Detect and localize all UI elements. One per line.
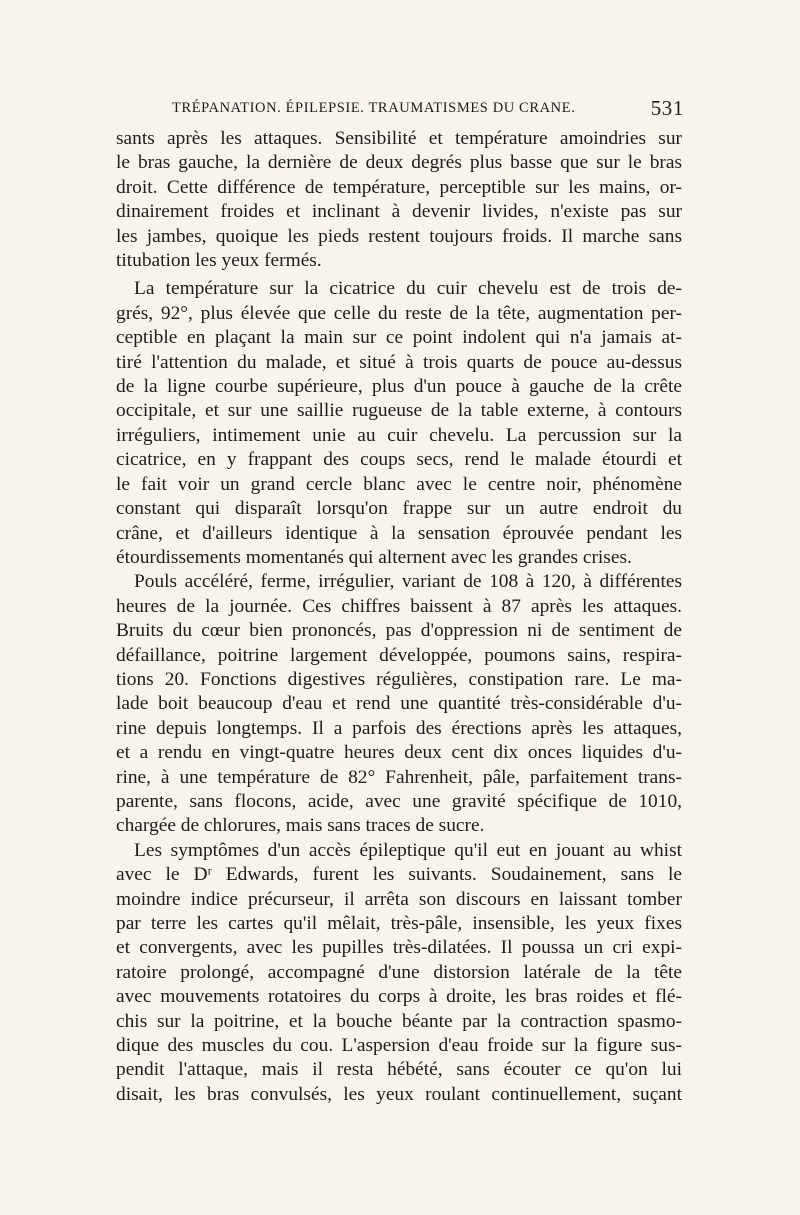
text-line: chargée de chlorures, mais sans traces de sucre. — [116, 815, 485, 837]
text-line: moindre indice précurseur, il arrêta son discours en laissant tomber — [116, 888, 682, 910]
text-line: sants après les attaques. Sensibilité et température amoindries sur — [116, 128, 682, 149]
text-line: les jambes, quoique les pieds restent toujours froids. Il marche sans — [116, 225, 682, 247]
text-line: ceptible en plaçant la main sur ce point indolent qui n'a jamais at- — [116, 327, 682, 349]
text-line: parente, sans flocons, acide, avec une gravité spécifique de 1010, — [116, 790, 682, 812]
text-line: cicatrice, en y frappant des coups secs, rend le malade étourdi et — [116, 449, 682, 471]
paragraph-1 — [116, 127, 682, 273]
text-line: titubation les yeux fermés. — [116, 250, 322, 272]
text-line: dique des muscles du cou. L'aspersion d'eau froide sur la figure sus- — [116, 1035, 682, 1057]
text-line: étourdissements momentanés qui alternent avec les grandes crises. — [116, 546, 632, 568]
text-line: La température sur la cicatrice du cuir chevelu est de trois de- — [134, 278, 682, 300]
text-line: Les symptômes d'un accès épileptique qu'il eut en jouant au whist — [134, 839, 682, 861]
text-line: heures de la journée. Ces chiffres baissent à 87 après les attaques. — [116, 595, 682, 617]
text-line: disait, les bras convulsés, les yeux roulant continuellement, suçant — [116, 1083, 682, 1105]
text-line: grés, 92°, plus élevée que celle du reste de la tête, augmentation per- — [116, 302, 682, 324]
running-title: TRÉPANATION. ÉPILEPSIE. TRAUMATISMES DU CRANE. — [172, 100, 576, 116]
text-line: avec le Dʳ Edwards, furent les suivants. Soudainement, sans le — [116, 864, 682, 886]
text-line: tiré l'attention du malade, et situé à trois quarts de pouce au-dessus — [116, 351, 682, 373]
text-line: le bras gauche, la dernière de deux degrés plus basse que sur le bras — [116, 152, 682, 174]
text-line: crâne, et d'ailleurs identique à la sensation éprouvée pendant les — [116, 522, 682, 544]
text-line: Bruits du cœur bien prononcés, pas d'oppression ni de sentiment de — [116, 620, 682, 642]
text-line: dinairement froides et inclinant à devenir livides, n'existe pas sur — [116, 201, 682, 223]
text-line: et convergents, avec les pupilles très-dilatées. Il poussa un cri expi- — [116, 937, 682, 959]
paragraph-4 — [116, 839, 682, 1107]
text-line: irréguliers, intimement unie au cuir chevelu. La percussion sur la — [116, 424, 682, 446]
text-line: le fait voir un grand cercle blanc avec le centre noir, phénomène — [116, 473, 682, 495]
text-line: et a rendu en vingt-quatre heures deux cent dix onces liquides d'u- — [116, 742, 682, 764]
page-header — [172, 96, 684, 122]
text-line: de la ligne courbe supérieure, plus d'un pouce à gauche de la crête — [116, 376, 682, 398]
text-line: constant qui disparaît lorsqu'on frappe sur un autre endroit du — [116, 498, 682, 520]
paragraph-3 — [116, 570, 682, 838]
text-line: défaillance, poitrine largement développée, poumons sains, respira- — [116, 644, 682, 666]
page-number: 531 — [650, 96, 684, 120]
text-line: avec mouvements rotatoires du corps à droite, les bras roides et flé- — [116, 986, 682, 1008]
text-line: occipitale, et sur une saillie rugueuse de la table externe, à contours — [116, 400, 682, 422]
paragraph-2 — [116, 277, 682, 570]
text-line: rine, à une température de 82° Fahrenheit, pâle, parfaitement trans- — [116, 766, 682, 788]
text-line: lade boit beaucoup d'eau et rend une quantité très-considérable d'u- — [116, 693, 682, 715]
text-line: ratoire prolongé, accompagné d'une distorsion latérale de la tête — [116, 961, 682, 983]
text-line: droit. Cette différence de température, perceptible sur les mains, or- — [116, 176, 682, 198]
text-line: tions 20. Fonctions digestives régulières, constipation rare. Le ma- — [116, 668, 682, 690]
text-line: rine depuis longtemps. Il a parfois des érections après les attaques, — [116, 717, 682, 739]
text-line: Pouls accéléré, ferme, irrégulier, variant de 108 à 120, à différentes — [134, 571, 682, 593]
text-line: chis sur la poitrine, et la bouche béante par la contraction spasmo- — [116, 1010, 682, 1032]
body-text — [116, 127, 682, 1107]
text-line: pendit l'attaque, mais il resta hébété, sans écouter ce qu'on lui — [116, 1059, 682, 1081]
text-line: par terre les cartes qu'il mêlait, très-pâle, insensible, les yeux fixes — [116, 913, 682, 934]
